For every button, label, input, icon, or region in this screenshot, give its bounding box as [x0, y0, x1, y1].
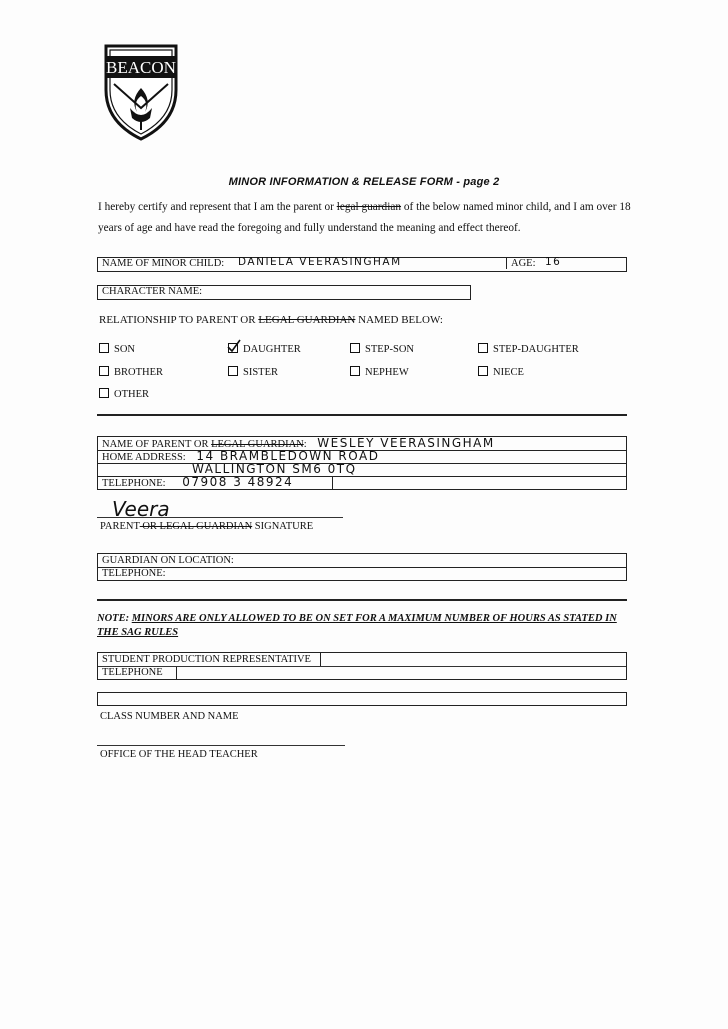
- checkbox-label: SON: [114, 344, 136, 355]
- checkbox-square: [99, 388, 109, 398]
- checkbox-other[interactable]: [99, 388, 149, 400]
- telephone-field[interactable]: 07908 3 48924: [182, 475, 294, 489]
- form-title: MINOR INFORMATION & RELEASE FORM - page 2: [228, 176, 500, 188]
- home-address-line2[interactable]: WALLINGTON SM6 0TQ: [192, 462, 357, 476]
- minor-name-field[interactable]: DANIELA VEERASINGHAM: [238, 256, 402, 268]
- checkbox-label: BROTHER: [114, 367, 164, 378]
- certify-struck-text: legal guardian: [336, 201, 402, 213]
- home-address-row: [98, 450, 626, 464]
- student-rep-telephone-label: TELEPHONE: [102, 667, 163, 678]
- head-teacher-line: [97, 745, 345, 746]
- parent-signature: Veera: [112, 497, 170, 521]
- flame-shield-icon: [100, 42, 182, 142]
- checkbox-label: NEPHEW: [365, 367, 409, 378]
- parent-name-label: NAME OF PARENT OR: [102, 439, 212, 450]
- character-name-box: [97, 285, 471, 300]
- parent-name-label-suffix: :: [303, 439, 307, 450]
- checkbox-square: [350, 343, 360, 353]
- checkbox-square: [228, 366, 238, 376]
- student-rep-box: [97, 652, 627, 680]
- checkbox-brother[interactable]: [99, 366, 163, 378]
- signature-label: [100, 521, 313, 532]
- relationship-heading-struck: LEGAL GUARDIAN: [258, 314, 356, 326]
- certification-paragraph: [98, 197, 638, 239]
- home-address-row-2: [98, 463, 626, 477]
- minor-name-box: [97, 257, 627, 272]
- age-field[interactable]: 16: [545, 256, 562, 268]
- checkbox-label: STEP-SON: [365, 344, 415, 355]
- class-number-label: CLASS NUMBER AND NAME: [100, 711, 239, 722]
- checkbox-square: [478, 343, 488, 353]
- checkbox-step-son[interactable]: [350, 343, 414, 355]
- note-text: MINORS ARE ONLY ALLOWED TO BE ON SET FOR A MAXIMUM NUMBER OF HOURS AS STATED IN THE SAG RULES: [97, 613, 617, 638]
- signature-label-prefix: PARENT: [100, 521, 140, 532]
- checkbox-sister[interactable]: [228, 366, 278, 378]
- guardian-location-box: [97, 553, 627, 581]
- checkbox-daughter[interactable]: [228, 343, 301, 355]
- relationship-heading: [99, 314, 443, 326]
- telephone-label: TELEPHONE:: [102, 478, 166, 489]
- checkbox-label: STEP-DAUGHTER: [493, 344, 579, 355]
- checkbox-label: NIECE: [493, 367, 524, 378]
- home-address-line1[interactable]: 14 BRAMBLEDOWN ROAD: [196, 449, 380, 463]
- checkbox-niece[interactable]: [478, 366, 524, 378]
- guardian-telephone-row: [98, 567, 626, 580]
- signature-label-suffix: SIGNATURE: [252, 521, 314, 532]
- crest-lettering: BEACON: [106, 58, 176, 77]
- checkbox-square-checked: [228, 343, 238, 353]
- checkbox-square: [478, 366, 488, 376]
- certify-text-2: of the below named minor child, and I am over 18 years of age and have read the foregoing and fully understand the meaning and effect thereof.: [98, 201, 631, 234]
- guardian-location-label: GUARDIAN ON LOCATION:: [102, 555, 234, 566]
- guardian-location-row: [98, 554, 626, 568]
- certify-text-1: I hereby certify and represent that I am the parent or: [98, 201, 337, 213]
- minor-name-label: NAME OF MINOR CHILD:: [102, 258, 225, 269]
- checkbox-nephew[interactable]: [350, 366, 409, 378]
- guardian-telephone-label: TELEPHONE:: [102, 568, 166, 579]
- section-divider: [97, 599, 627, 601]
- checkbox-step-daughter[interactable]: [478, 343, 579, 355]
- parent-name-field[interactable]: WESLEY VEERASINGHAM: [317, 436, 495, 450]
- section-divider: [97, 414, 627, 416]
- checkbox-label: SISTER: [243, 367, 279, 378]
- note-prefix: NOTE:: [97, 613, 132, 624]
- checkbox-square: [99, 366, 109, 376]
- telephone-row: [98, 476, 333, 489]
- school-crest: [100, 42, 182, 142]
- parent-name-label-struck: LEGAL GUARDIAN: [211, 439, 304, 450]
- student-rep-label: STUDENT PRODUCTION REPRESENTATIVE: [102, 654, 311, 665]
- signature-line: [97, 517, 343, 518]
- home-address-label: HOME ADDRESS:: [102, 452, 186, 463]
- checkbox-square: [350, 366, 360, 376]
- check-mark-icon: [227, 339, 241, 353]
- checkbox-son[interactable]: [99, 343, 135, 355]
- checkbox-label: DAUGHTER: [243, 344, 301, 355]
- checkbox-label: OTHER: [114, 389, 149, 400]
- sag-note: [97, 612, 632, 640]
- head-teacher-label: OFFICE OF THE HEAD TEACHER: [100, 749, 258, 760]
- age-label: AGE:: [506, 258, 536, 269]
- relationship-heading-suffix: NAMED BELOW:: [355, 314, 443, 326]
- class-number-field[interactable]: [97, 692, 627, 706]
- signature-label-struck: OR LEGAL GUARDIAN: [139, 521, 253, 532]
- student-rep-row: [98, 653, 321, 667]
- row-divider: [98, 666, 626, 667]
- character-name-label: CHARACTER NAME:: [102, 286, 203, 297]
- parent-info-box: [97, 436, 627, 490]
- student-rep-telephone-row: [98, 666, 177, 679]
- relationship-heading-prefix: RELATIONSHIP TO PARENT OR: [99, 314, 259, 326]
- checkbox-square: [99, 343, 109, 353]
